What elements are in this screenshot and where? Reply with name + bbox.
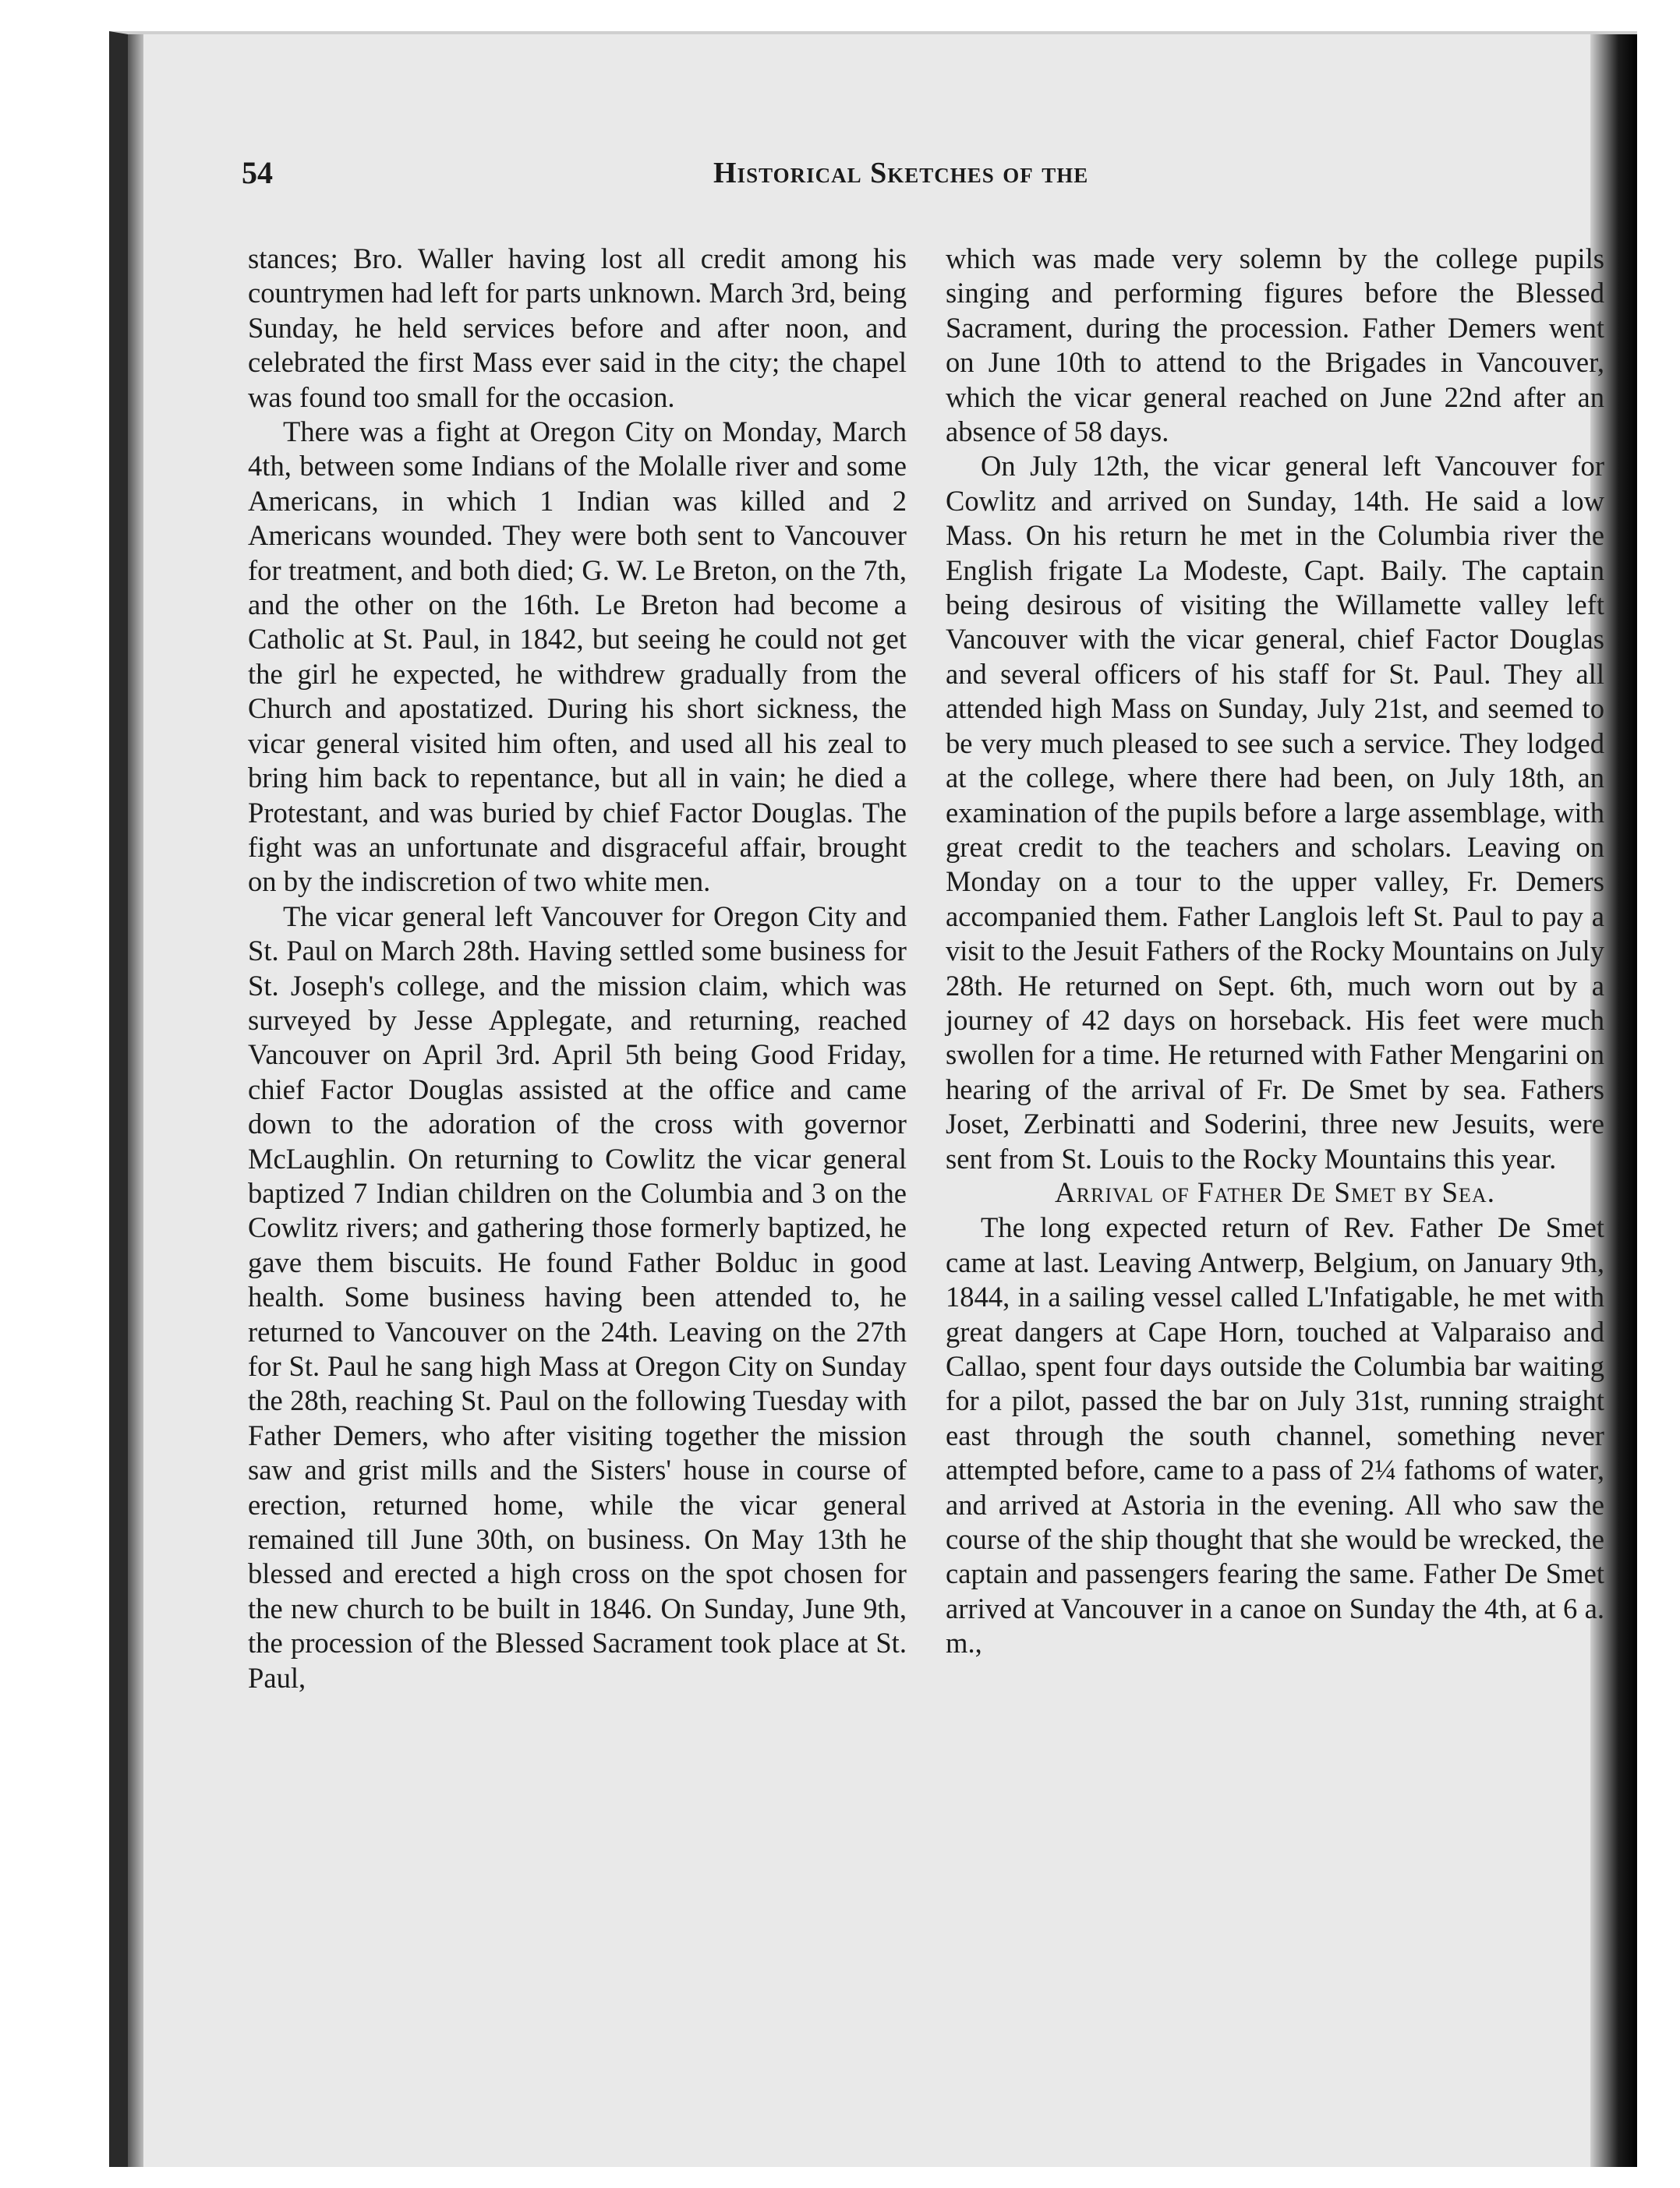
paragraph: which was made very solemn by the college pupils singing and performing figures before the Blessed Sacrament, during the procession. Father Demers went on June 10th to attend to the Brigades in Vancouver, which the vicar general reached on June 22nd after an absence of 58 days. — [946, 242, 1604, 448]
paragraph: There was a fight at Oregon City on Monday, March 4th, between some Indians of the Molalle river and some Americans, in which 1 Indian was killed and 2 Americans wounded. They were both sent to Vancouver for treatment, and both died; G. W. Le Breton, on the 7th, and the other on the 16th. Le Breton had become a Catholic at St. Paul, in 1842, but seeing he could not get the girl he expected, he withdrew gradually from the Church and apostatized. During his short sickness, the vicar general visited him often, and used all his zeal to bring him back to repentance, but all in vain; he died a Protestant, and was buried by chief Factor Douglas. The fight was an unfortunate and disgraceful affair, brought on by the indiscretion of two white men. — [248, 415, 907, 898]
paragraph: On July 12th, the vicar general left Vancouver for Cowlitz and arrived on Sunday, 14th. He said a low Mass. On his return he met in the Columbia river the English frigate La Modeste, Capt. Baily. The captain being desirous of visiting the Willamette valley left Vancouver with the vicar general, chief Factor Douglas and several officers of his staff for St. Paul. They all attended high Mass on Sunday, July 21st, and seemed to be very much pleased to see such a service. They lodged at the college, where there had been, on July 18th, an examination of the pupils before a large assemblage, with great credit to the teachers and scholars. Leaving on Monday on a tour to the upper valley, Fr. Demers accompanied them. Father Langlois left St. Paul to pay a visit to the Jesuit Fathers of the Rocky Mountains on July 28th. He returned on Sept. 6th, much worn out by a journey of 42 days on horseback. His feet were much swollen for a time. He returned with Father Mengarini on hearing of the arrival of Fr. De Smet by sea. Fathers Joset, Zerbinatti and Soderini, three new Jesuits, were sent from St. Louis to the Rocky Mountains this year. — [946, 450, 1604, 1175]
page-number: 54 — [242, 155, 273, 190]
paragraph: The vicar general left Vancouver for Oregon City and St. Paul on March 28th. Having settled some business for St. Joseph's college, and the mission claim, which was surveyed by Jesse Applegate, and returning, reached Vancouver on April 3rd. April 5th being Good Friday, chief Factor Douglas assisted at the office and came down to the adoration of the cross with governor McLaughlin. On returning to Cowlitz the vicar general baptized 7 Indian children on the Columbia and 3 on the Cowlitz rivers; and gathering those formerly baptized, he gave them biscuits. He found Father Bolduc in good health. Some business having been attended to, he returned to Vancouver on the 24th. Leaving on the 27th for St. Paul he sang high Mass at Oregon City on Sunday the 28th, reaching St. Paul on the following Tuesday with Father Demers, who after visiting together the mission saw and grist mills and the Sisters' house in course of erection, returned home, while the vicar general remained till June 30th, on business. On May 13th he blessed and erected a high cross on the spot chosen for the new church to be built in 1846. On Sunday, June 9th, the procession of the Blessed Sacrament took place at St. Paul, — [248, 900, 907, 1694]
left-column — [248, 242, 907, 1695]
page-binding-shadow — [128, 34, 143, 2167]
page-header — [242, 154, 1629, 209]
right-column — [946, 242, 1604, 1661]
section-heading: Arrival of Father De Smet by Sea. — [1055, 1176, 1495, 1209]
paragraph: stances; Bro. Waller having lost all credit among his countrymen had left for parts unknown. March 3rd, being Sunday, he held services before and after noon, and celebrated the first Mass ever said in the city; the chapel was found too small for the occasion. — [248, 242, 907, 413]
running-head: Historical Sketches of the — [713, 157, 1089, 189]
paragraph: The long expected return of Rev. Father De Smet came at last. Leaving Antwerp, Belgium, on January 9th, 1844, in a sailing vessel called L'Infatigable, he met with great dangers at Cape Horn, touched at Valparaiso and Callao, spent four days outside the Columbia bar waiting for a pilot, passed the bar on July 31st, running straight east through the south channel, something never attempted before, came to a pass of 2¼ fathoms of water, and arrived at Astoria in the evening. All who saw the course of the ship thought that she would be wrecked, the captain and passengers fearing the same. Father De Smet arrived at Vancouver in a canoe on Sunday the 4th, at 6 a. m., — [946, 1211, 1604, 1660]
